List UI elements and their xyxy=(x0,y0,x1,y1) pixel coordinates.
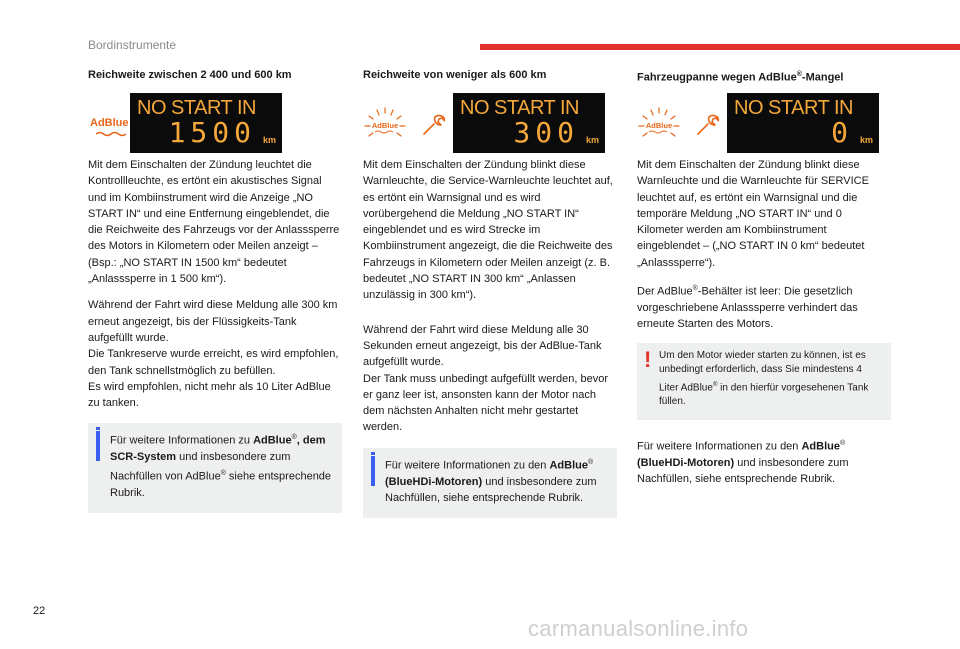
display-range-value: 300 xyxy=(513,116,579,149)
info-icon xyxy=(371,456,375,486)
adblue-warning-icon: AdBlue xyxy=(90,117,129,129)
paragraph: Mit dem Einschalten der Zündung leuchtet die Kontrollleuchte, es ertönt ein akustisches Signal und im Kombiinstrument wird die Anzeige „NO START IN“ und eine Entfernung eingeblendet, die die Reichweite des Fahrzeugs vor der Anlasssperre des Motors in Kilometern oder Meilen anzeigt – (Bsp.: „NO START IN 1500 km“ bedeutet „Anlasssperre in 1 500 km“). xyxy=(88,159,340,286)
wrench-icon xyxy=(421,113,445,137)
column-range-below-600 xyxy=(363,68,617,518)
display-unit: km xyxy=(585,135,599,145)
column-adblue-empty xyxy=(637,68,891,498)
display-unit: km xyxy=(859,135,873,145)
info-icon xyxy=(96,431,100,461)
wrench-icon xyxy=(695,113,719,137)
display-range-value: 1500 xyxy=(168,116,256,149)
svg-text:AdBlue: AdBlue xyxy=(645,121,673,130)
display-unit: km xyxy=(262,135,276,145)
info-box: Für weitere Informationen zu den AdBlue® (BlueHDi-Motoren) und insbesondere zum Nachfüllen, siehe entsprechende Rubrik. xyxy=(363,448,617,519)
watermark: carmanualsonline.info xyxy=(528,616,749,641)
figure-display-0 xyxy=(637,93,891,157)
column-range-2400-600 xyxy=(88,68,342,513)
paragraph: Der AdBlue®-Behälter ist leer: Die gesetzlich vorgeschriebene Anlasssperre verhindert das erneute Starten des Motors. xyxy=(637,285,858,331)
paragraph: Für weitere Informationen zu den AdBlue® (BlueHDi-Motoren) und insbesondere zum Nachfüllen, siehe entsprechende Rubrik. xyxy=(637,439,849,486)
warning-box: ! Um den Motor wieder starten zu können, ist es unbedingt erforderlich, dass Sie mindestens 4 Liter AdBlue® in den hierfür vorgesehenen Tank füllen. xyxy=(637,343,891,420)
paragraph: Mit dem Einschalten der Zündung blinkt diese Warnleuchte und die Warnleuchte für SERVICE leuchtet auf, es ertönt ein Warnsignal und die temporäre Meldung „NO START IN“ und 0 Kilometer werden am Kombiinstrument eingeblendet – („NO START IN 0 km“ bedeutet „Anlasssperre“). xyxy=(637,159,869,269)
instrument-display xyxy=(453,93,605,153)
paragraph: Während der Fahrt wird diese Meldung alle 300 km erneut angezeigt, bis der Flüssigkeits-Tank aufgefüllt wurde. Die Tankreserve wurde erreicht, es wird empfohlen, den Tank schnellstmöglich zu befüllen. Es wird empfohlen, nicht mehr als 10 Liter AdBlue zu tanken. xyxy=(88,299,339,410)
section-title: Reichweite von weniger als 600 km xyxy=(363,69,547,81)
header-accent-bar xyxy=(480,44,960,50)
display-range-value: 0 xyxy=(831,116,853,149)
fluid-wave-icon xyxy=(96,131,126,137)
svg-text:AdBlue: AdBlue xyxy=(371,121,399,130)
instrument-display xyxy=(727,93,879,153)
adblue-warning-icon xyxy=(637,107,681,141)
paragraph: Mit dem Einschalten der Zündung blinkt diese Warnleuchte, die Service-Warnleuchte leuchtet auf, es ertönt ein Warnsignal und es wird vorübergehend die Meldung „NO START IN“ eingeblendet und es wird Strecke im Kombiinstrument angezeigt, die die Reichweite des Fahrzeugs in Kilometern oder Meilen anzeigt (z. B. bedeutet „NO START IN 300 km“ „Anlassen unzulässig in 300 km“). xyxy=(363,159,613,302)
figure-display-1500 xyxy=(88,93,342,157)
info-box: Für weitere Informationen zu AdBlue®, dem SCR-System und insbesondere zum Nachfüllen von AdBlue® siehe entsprechende Rubrik. xyxy=(88,423,342,513)
instrument-display xyxy=(130,93,282,153)
section-title: Reichweite zwischen 2 400 und 600 km xyxy=(88,69,292,81)
adblue-warning-icon xyxy=(363,107,407,141)
exclamation-icon: ! xyxy=(644,346,652,372)
paragraph: Während der Fahrt wird diese Meldung alle 30 Sekunden erneut angezeigt, bis der AdBlue-Tank aufgefüllt wurde. Der Tank muss unbedingt aufgefüllt werden, bevor er ganz leer ist, ansonsten kann der Motor nach dem nächsten Anhalten nicht mehr gestartet werden. xyxy=(363,323,608,434)
page-number: 22 xyxy=(33,605,46,617)
figure-display-300 xyxy=(363,93,617,157)
header-title: Bordinstrumente xyxy=(88,38,177,52)
display-message: NO START IN xyxy=(137,97,256,119)
display-message: NO START IN xyxy=(460,97,579,119)
section-title: Fahrzeugpanne wegen AdBlue®-Mangel xyxy=(637,71,844,84)
display-message: NO START IN xyxy=(734,97,853,119)
